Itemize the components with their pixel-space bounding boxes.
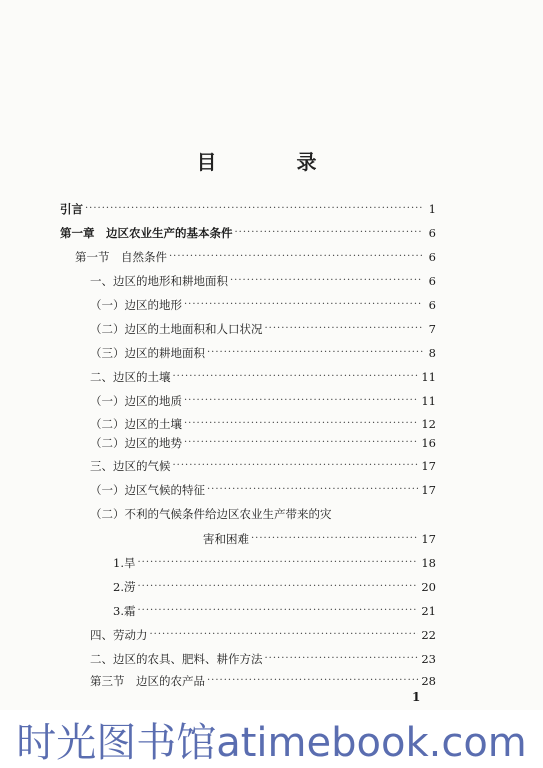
toc-leader (265, 322, 424, 336)
toc-label: （一）边区的地质 (90, 394, 182, 408)
toc-leader (184, 417, 418, 431)
toc-leader (184, 298, 423, 312)
page-number: 1 (412, 690, 421, 704)
toc-entry-frost[interactable] (113, 598, 436, 618)
toc-label: 一、边区的地形和耕地面积 (90, 274, 228, 288)
toc-leader (173, 370, 419, 384)
toc-page-number: 6 (428, 226, 436, 240)
toc-leader (207, 346, 423, 360)
toc-entry-sub-1-1[interactable] (90, 292, 436, 312)
toc-label: 害和困难 (203, 532, 249, 546)
toc-entry-topic-4[interactable] (90, 622, 436, 642)
toc-entry-sub-3-1[interactable] (90, 477, 436, 497)
toc-label: （二）边区的土壤 (90, 417, 182, 431)
toc-entry-sub-1-2[interactable] (90, 316, 436, 336)
toc-entry-topic-3[interactable] (90, 453, 436, 473)
toc-entry-sub-3-2[interactable] (90, 501, 436, 521)
toc-page-number: 21 (421, 604, 436, 618)
toc-label: 三、边区的气候 (90, 459, 171, 473)
toc-page-number: 6 (428, 250, 436, 264)
toc-label: （一）边区气候的特征 (90, 483, 205, 497)
toc-label: 引言 (60, 202, 83, 216)
toc-label: （一）边区的地形 (90, 298, 182, 312)
toc-leader (184, 394, 418, 408)
toc-page-number: 11 (421, 394, 436, 408)
toc-leader (150, 628, 419, 642)
toc-page-number: 28 (421, 674, 436, 688)
toc-leader (173, 459, 419, 473)
toc-label: 3.霜 (113, 604, 136, 618)
toc-page-number: 6 (428, 298, 436, 312)
toc-page-number: 17 (421, 532, 436, 546)
toc-label: 二、边区的农具、肥料、耕作方法 (90, 652, 263, 666)
toc-page-number: 18 (421, 556, 436, 570)
toc-leader (207, 674, 418, 688)
toc-entry-section-3[interactable] (90, 668, 436, 688)
toc-entry-sub-2-1[interactable] (90, 388, 436, 408)
toc-entry-drought[interactable] (113, 550, 436, 570)
toc-leader (265, 652, 419, 666)
toc-label: 2.涝 (113, 580, 136, 594)
toc-label: 二、边区的土壤 (90, 370, 171, 384)
toc-page-number: 17 (421, 459, 436, 473)
toc-entry-sub-3-2-cont[interactable] (203, 526, 436, 546)
toc-label: （三）边区的耕地面积 (90, 346, 205, 360)
toc-leader (207, 483, 418, 497)
toc-entry-topic-2[interactable] (90, 364, 436, 384)
toc-entry-flood[interactable] (113, 574, 436, 594)
toc-leader (137, 604, 418, 618)
toc-entry-section-1[interactable] (75, 244, 436, 264)
toc-page-number: 8 (428, 346, 436, 360)
toc-leader (137, 556, 418, 570)
toc-page-number: 7 (428, 322, 436, 336)
toc-page-number: 17 (421, 483, 436, 497)
toc-entry-chapter-1[interactable] (60, 220, 436, 240)
toc-label: 四、劳动力 (90, 628, 148, 642)
toc-label: （二）边区的地势 (90, 436, 182, 450)
toc-leader (169, 250, 423, 264)
toc-page-number: 6 (428, 274, 436, 288)
toc-leader (137, 580, 418, 594)
toc-label: （二）边区的土地面积和人口状况 (90, 322, 263, 336)
toc-page-number: 22 (421, 628, 436, 642)
toc-leader (230, 274, 423, 288)
toc-entry-intro[interactable] (60, 196, 436, 216)
toc-label: 第一节 自然条件 (75, 250, 167, 264)
toc-page-number: 1 (428, 202, 436, 216)
toc-leader (184, 436, 418, 450)
toc-page-number: 20 (421, 580, 436, 594)
toc-entry-sub-1-3[interactable] (90, 340, 436, 360)
toc-page-number: 12 (421, 417, 436, 431)
toc-label: 1.旱 (113, 556, 136, 570)
toc-page-number: 23 (421, 652, 436, 666)
toc-entry-section-2[interactable] (90, 646, 436, 666)
toc-entry-sub-2-2[interactable] (90, 411, 436, 431)
toc-leader (85, 202, 423, 216)
toc-page-number: 16 (421, 436, 436, 450)
toc-leader (251, 532, 418, 546)
toc-label: 第三节 边区的农产品 (90, 674, 205, 688)
toc-leader (235, 226, 424, 240)
toc-label: 第一章 边区农业生产的基本条件 (60, 226, 233, 240)
toc-entry-sub-2-3[interactable] (90, 430, 436, 450)
toc-entry-topic-1[interactable] (90, 268, 436, 288)
toc-label: （二）不利的气候条件给边区农业生产带来的灾 (90, 507, 332, 521)
page-title: 目 录 (196, 150, 347, 174)
toc-page-number: 11 (421, 370, 436, 384)
watermark: 时光图书馆atimebook.com (0, 710, 543, 768)
